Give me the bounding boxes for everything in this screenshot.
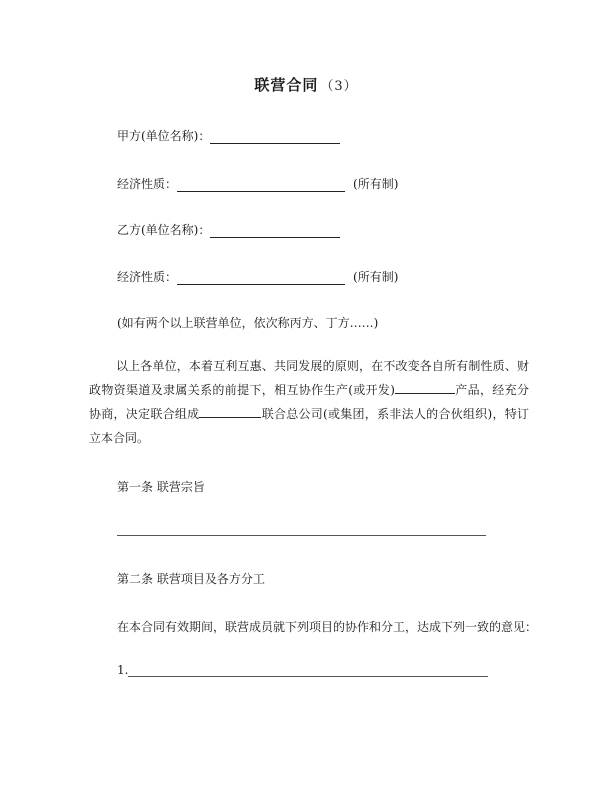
preamble-paragraph (89, 354, 529, 450)
more-parties-note-row (117, 314, 378, 331)
party-a-nature-row (117, 175, 398, 192)
party-a-nature-suffix: (所有制) (353, 177, 399, 191)
preamble-text-3: 联合总公司(或集团，系非法人的合伙组织)，特订立本合同。 (89, 407, 529, 445)
article-2-intro-row (117, 618, 537, 635)
preamble-text-1: 以上各单位，本着互利互惠、共同发展的原则，在不改变各自所有制性质、财政物资渠道及隶属关系的前提下，相互协作生产(或开发) (89, 359, 529, 397)
article-2-item-1-row (117, 663, 488, 677)
party-a-name-field[interactable] (210, 130, 340, 144)
article-1-heading: 第一条 联营宗旨 (117, 480, 205, 494)
party-b-nature-row (117, 268, 398, 285)
title-text: 联营合同 (254, 76, 319, 94)
party-b-nature-suffix: (所有制) (353, 270, 399, 284)
party-b-name-field[interactable] (210, 224, 340, 238)
article-2-intro: 在本合同有效期间，联营成员就下列项目的协作和分工，达成下列一致的意见： (117, 620, 538, 634)
party-b-label: 乙方(单位名称)： (117, 223, 211, 237)
item-1-label: 1. (117, 663, 129, 677)
party-b-nature-field[interactable] (177, 271, 345, 285)
article-1-purpose-field[interactable] (117, 535, 486, 536)
party-a-nature-label: 经济性质： (117, 177, 178, 191)
item-1-field[interactable] (128, 663, 488, 677)
party-a-row (117, 127, 340, 144)
article-2-heading: 第二条 联营项目及各方分工 (117, 572, 265, 586)
party-a-nature-field[interactable] (177, 178, 345, 192)
more-parties-note: (如有两个以上联营单位，依次称丙方、丁方……) (117, 316, 379, 330)
party-b-nature-label: 经济性质： (117, 270, 178, 284)
company-name-field[interactable] (199, 405, 261, 418)
title-number: （3） (320, 79, 358, 94)
article-1-heading-row (117, 478, 205, 495)
party-a-label: 甲方(单位名称)： (117, 129, 211, 143)
preamble-text-2: 产品，经充分协商，决定联合组成 (89, 383, 529, 421)
article-2-heading-row (117, 570, 265, 587)
party-b-row (117, 221, 340, 238)
product-field[interactable] (395, 381, 455, 394)
document-title (0, 74, 612, 95)
